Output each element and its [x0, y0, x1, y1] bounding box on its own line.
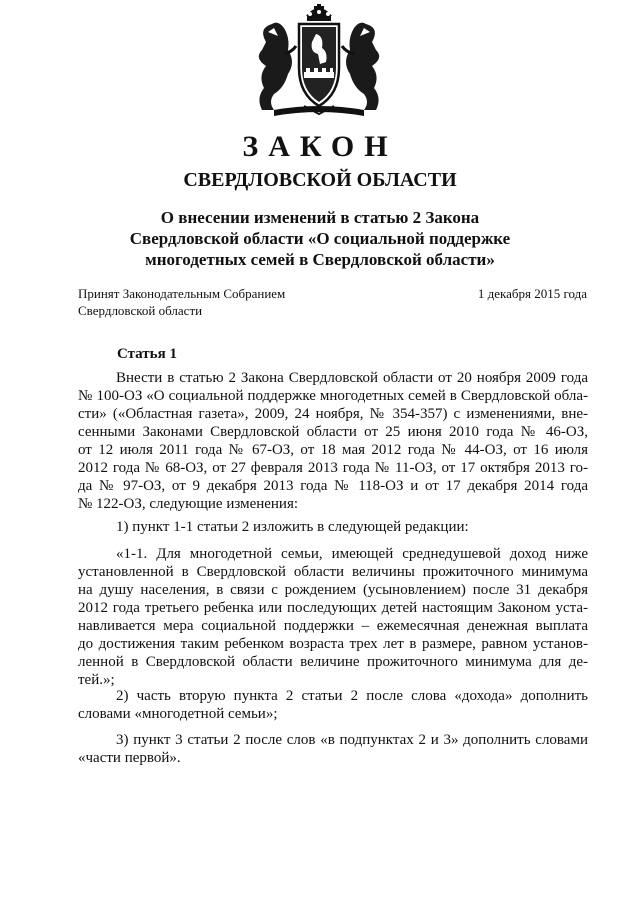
text-line: на душу населения, в связи с рождением (усыновлением) после 31 декабря — [78, 582, 588, 598]
text-line: «1-1. Для многодетной семьи, имеющей среднедушевой доход ниже — [116, 546, 588, 562]
paragraph-quote — [78, 545, 588, 689]
text-line: до достижения таким ребенком возраста трех лет в размере, равном установ- — [78, 636, 588, 652]
text-line: от 12 июля 2011 года № 67-ОЗ, от 18 мая 2012 года № 44-ОЗ, от 16 июля — [78, 442, 588, 458]
subject-line: многодетных семей в Свердловской области» — [145, 250, 495, 269]
subject-line: Свердловской области «О социальной поддержке — [129, 229, 511, 248]
paragraph-item-2 — [78, 687, 588, 723]
adopted-by-line: Свердловской области — [78, 303, 203, 318]
paragraph-item-1 — [78, 518, 588, 536]
adopted-by — [78, 285, 285, 319]
text-line: установленной в Свердловской области величины прожиточного минимума — [78, 564, 588, 580]
paragraph-item-3 — [78, 731, 588, 767]
text-line: словами «многодетной семьи»; — [78, 706, 278, 722]
text-line: «части первой». — [78, 750, 181, 766]
text-line: 3) пункт 3 статьи 2 после слов «в подпунктах 2 и 3» дополнить словами — [116, 732, 588, 748]
text-line: сенными Законами Свердловской области от 25 июня 2010 года № 46-ОЗ, — [78, 424, 588, 440]
text-line: 1) пункт 1-1 статьи 2 изложить в следующей редакции: — [116, 519, 469, 535]
text-line: сти» («Областная газета», 2009, 24 ноября, № 354-357) с изменениями, вне- — [78, 406, 588, 422]
text-line: ленной в Свердловской области величине прожиточного минимума для де- — [78, 654, 588, 670]
text-line: 2012 года третьего ребенка или последующих детей настоящим Законом уста- — [78, 600, 588, 616]
coat-of-arms-emblem — [244, 2, 394, 120]
paragraph-intro — [78, 369, 588, 513]
text-line: № 122-ОЗ, следующие изменения: — [78, 496, 299, 512]
law-title: ЗАКОН — [242, 130, 398, 163]
text-line: да № 97-ОЗ, от 9 декабря 2013 года № 118-ОЗ и от 17 декабря 2014 года — [78, 478, 588, 494]
article-title: Статья 1 — [117, 346, 177, 362]
text-line: 2) часть вторую пункта 2 статьи 2 после слова «дохода» дополнить — [116, 688, 588, 704]
text-line: Внести в статью 2 Закона Свердловской области от 20 ноября 2009 года — [116, 370, 588, 386]
adopted-by-line: Принят Законодательным Собранием — [78, 286, 286, 301]
text-line: навливается мера социальной поддержки – ежемесячная денежная выплата — [78, 618, 588, 634]
text-line: № 100-ОЗ «О социальной поддержке многодетных семей в Свердловской обла- — [78, 388, 588, 404]
text-line: тей.»; — [78, 672, 115, 688]
subject-line: О внесении изменений в статью 2 Закона — [160, 208, 480, 227]
text-line: 2012 года № 68-ОЗ, от 27 февраля 2013 года № 11-ОЗ, от 17 октября 2013 го- — [78, 460, 588, 476]
law-region: СВЕРДЛОВСКОЙ ОБЛАСТИ — [183, 169, 457, 191]
law-subject — [120, 207, 520, 270]
adoption-date: 1 декабря 2015 года — [477, 286, 587, 301]
